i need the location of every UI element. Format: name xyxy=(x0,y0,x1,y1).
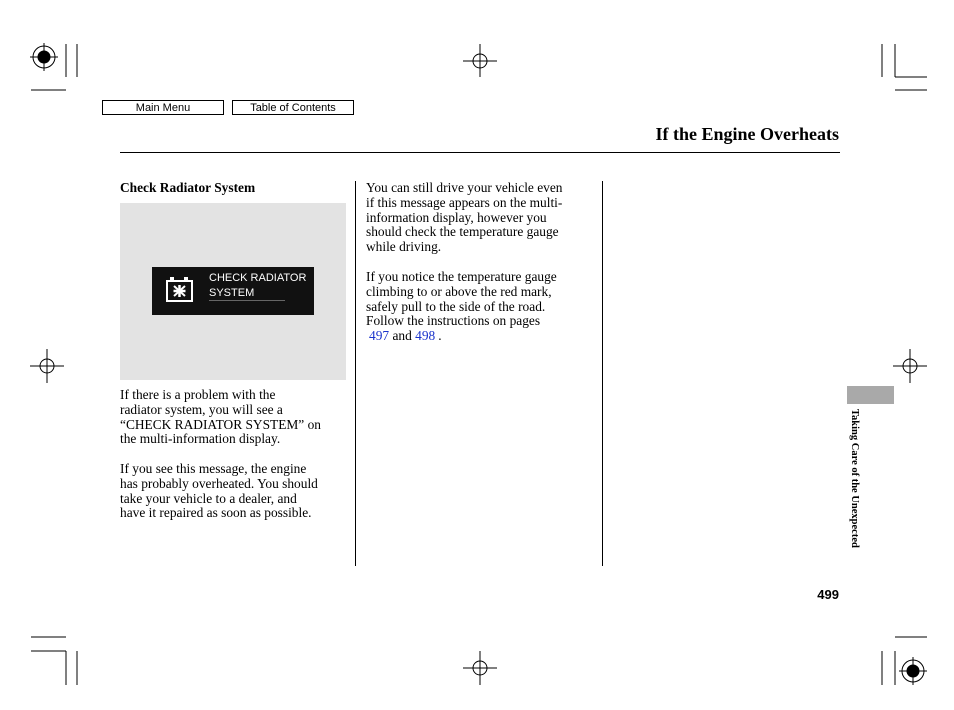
registration-mark-bottom-right xyxy=(899,657,927,685)
text-line: the multi-information display. xyxy=(120,431,281,447)
page-link-497[interactable]: 497 xyxy=(369,328,390,344)
page-link-498[interactable]: 498 xyxy=(415,328,436,344)
registration-mark-top-left xyxy=(30,43,58,71)
text-line: while driving. xyxy=(366,239,442,255)
column-divider-2 xyxy=(602,181,603,566)
section-heading: Check Radiator System xyxy=(120,180,256,195)
display-underline xyxy=(209,300,285,301)
text-line: information display, however you xyxy=(366,209,547,225)
text-line: should check the temperature gauge xyxy=(366,224,559,240)
left-paragraph-2 xyxy=(120,462,318,521)
text-line: have it repaired as soon as possible. xyxy=(120,505,312,521)
middle-paragraph-1 xyxy=(366,181,562,255)
registration-mark-right xyxy=(893,349,927,383)
header-rule xyxy=(120,152,840,153)
text-line: You can still drive your vehicle even xyxy=(366,180,563,195)
registration-mark-top-center xyxy=(463,44,497,77)
table-of-contents-button[interactable]: Table of Contents xyxy=(232,100,354,115)
display-figure xyxy=(120,203,346,380)
page-links-line xyxy=(366,329,557,344)
registration-mark-left xyxy=(30,349,64,383)
main-menu-button[interactable]: Main Menu xyxy=(102,100,224,115)
text-line: take your vehicle to a dealer, and xyxy=(120,490,297,506)
display-line-2: SYSTEM xyxy=(209,287,255,299)
period-text: . xyxy=(438,328,442,344)
section-tab xyxy=(847,386,894,404)
text-line: “CHECK RADIATOR SYSTEM” on xyxy=(120,416,321,432)
section-side-label: Taking Care of the Unexpected xyxy=(849,409,860,548)
registration-mark-bottom-center xyxy=(463,651,497,685)
display-message xyxy=(209,271,306,301)
text-line: radiator system, you will see a xyxy=(120,401,283,417)
text-line: safely pull to the side of the road. xyxy=(366,298,546,314)
radiator-warning-icon xyxy=(164,275,196,303)
multi-information-display xyxy=(152,267,314,315)
text-line: Follow the instructions on pages xyxy=(366,313,541,329)
text-line: climbing to or above the red mark, xyxy=(366,283,552,299)
text-line: if this message appears on the multi- xyxy=(366,194,563,210)
display-line-1: CHECK RADIATOR xyxy=(209,272,307,284)
text-line: If there is a problem with the xyxy=(120,387,276,402)
text-line: If you notice the temperature gauge xyxy=(366,269,557,284)
left-paragraph-1 xyxy=(120,388,321,447)
page-title: If the Engine Overheats xyxy=(655,124,839,144)
page-number: 499 xyxy=(817,587,839,602)
and-text: and xyxy=(392,328,412,344)
column-divider-1 xyxy=(355,181,356,566)
middle-paragraph-2 xyxy=(366,270,557,344)
text-line: If you see this message, the engine xyxy=(120,461,307,476)
text-line: has probably overheated. You should xyxy=(120,475,318,491)
